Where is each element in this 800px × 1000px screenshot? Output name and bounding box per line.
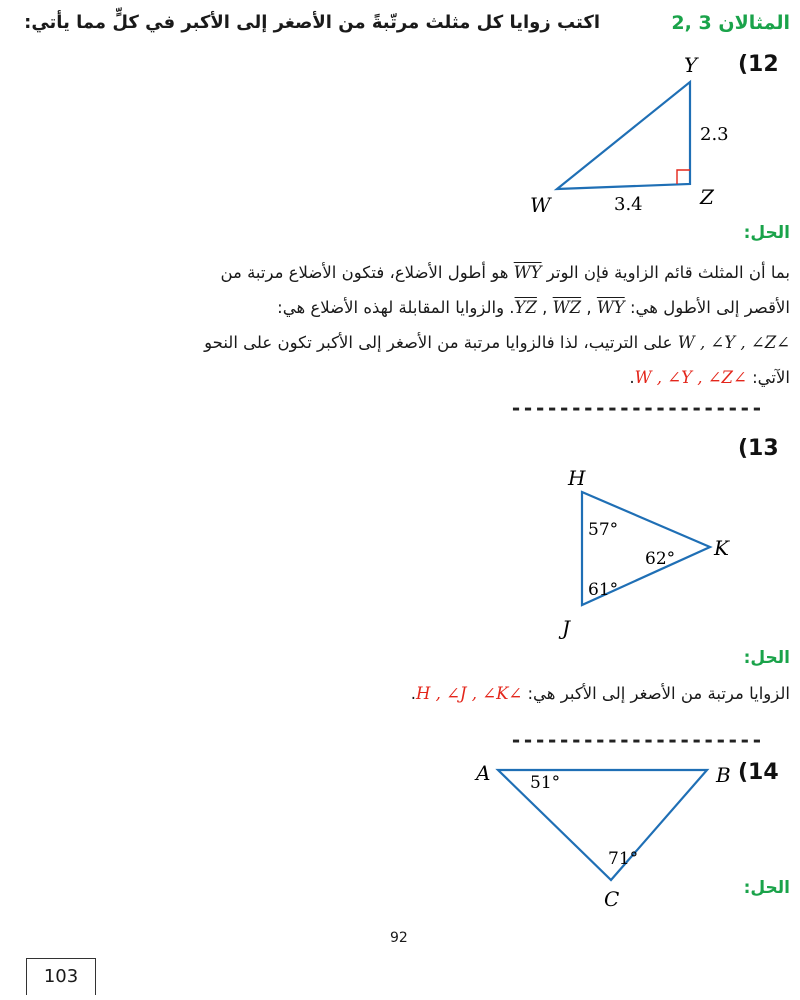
vertex-H: H bbox=[568, 466, 586, 490]
vertex-W: W bbox=[530, 193, 551, 217]
angle-C-label: 71° bbox=[608, 849, 639, 869]
problem-number-14: (14 bbox=[738, 760, 779, 785]
vertex-K: K bbox=[714, 536, 729, 560]
page-header bbox=[0, 6, 800, 40]
solution-sentence-13: الزوايا مرتبة من الأصغر إلى الأكبر هي: bbox=[527, 684, 790, 703]
solution-line-4: الآتي: ∠W , ∠Y , ∠Z. bbox=[629, 368, 790, 387]
solution-line-2: الأقصر إلى الأطول هي: YZ , WZ , WY. والزوايا المقابلة لهذه الأضلاع هي: bbox=[277, 298, 790, 317]
problem-number-12: (12 bbox=[738, 52, 779, 77]
solution-text-13: الزوايا مرتبة من الأصغر إلى الأكبر هي: ∠H , ∠J , ∠K. bbox=[410, 684, 790, 703]
triangle-figure-12 bbox=[520, 48, 750, 218]
page-number: 92 bbox=[390, 930, 408, 946]
solution-line-3: ∠W , ∠Y , ∠Z على الترتيب، لذا فالزوايا مرتبة من الأصغر إلى الأكبر تكون على النحو bbox=[204, 333, 790, 352]
vertex-J: J bbox=[562, 616, 571, 640]
vertex-C: C bbox=[604, 887, 620, 911]
instruction-text: اكتب زوايا كل مثلث مرتّبةً من الأصغر إلى الأكبر في كلٍّ مما يأتي: bbox=[24, 12, 600, 33]
triangle-WYZ bbox=[557, 82, 690, 189]
triangle-figure-14 bbox=[470, 752, 740, 932]
side-length-WZ: 3.4 bbox=[614, 194, 643, 215]
vertex-Z: Z bbox=[700, 185, 714, 209]
separator-2: --------------------- bbox=[510, 728, 763, 752]
solution-label-13: الحل: bbox=[743, 648, 790, 668]
vertex-B: B bbox=[716, 763, 731, 787]
solution-line-1: بما أن المثلث قائم الزاوية فإن الوتر WY هو أطول الأضلاع، فتكون الأضلاع مرتبة من bbox=[220, 263, 790, 282]
separator-1: --------------------- bbox=[510, 396, 763, 420]
examples-label: المثالان 3 ,2 bbox=[671, 12, 790, 34]
angle-A-label: 51° bbox=[530, 773, 561, 793]
vertex-Y: Y bbox=[684, 53, 698, 77]
solution-text-12 bbox=[0, 255, 790, 395]
angle-H-label: 57° bbox=[588, 520, 619, 540]
problem-number-13: (13 bbox=[738, 436, 779, 461]
answer-12: ∠W , ∠Y , ∠Z bbox=[634, 368, 747, 387]
triangle-figure-13 bbox=[550, 455, 750, 640]
solution-label-12: الحل: bbox=[743, 223, 790, 243]
vertex-A: A bbox=[476, 761, 491, 785]
solution-label-14: الحل: bbox=[743, 878, 790, 898]
page-box-number: 103 bbox=[26, 958, 96, 995]
right-angle-mark bbox=[677, 170, 690, 184]
angle-K-label: 62° bbox=[645, 549, 676, 569]
answer-13: ∠H , ∠J , ∠K bbox=[415, 684, 523, 703]
angle-J-label: 61° bbox=[588, 580, 619, 600]
side-length-YZ: 2.3 bbox=[700, 124, 729, 145]
